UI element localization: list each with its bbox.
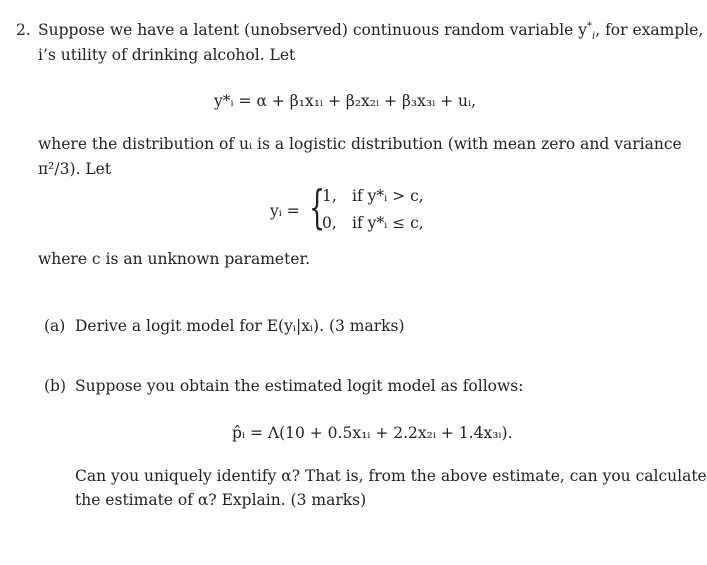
part-b-text: Suppose you obtain the estimated logit model as follows: [75, 377, 524, 395]
left-brace: { [309, 180, 326, 234]
case-2-value: 0, [322, 214, 337, 232]
estimated-logit-equation: p̂ᵢ = Λ(10 + 0.5x₁ᵢ + 2.2x₂ᵢ + 1.4x₃ᵢ). [232, 424, 513, 442]
where-c-line: where c is an unknown parameter. [38, 250, 311, 268]
latent-equation: y*ᵢ = α + β₁x₁ᵢ + β₂x₂ᵢ + β₃x₃ᵢ + uᵢ, [214, 92, 477, 110]
question-number: 2. [16, 21, 31, 39]
intro-line-2: i’s utility of drinking alcohol. Let [38, 46, 296, 64]
distribution-line-2: π²/3). Let [38, 160, 112, 178]
part-a-label: (a) [44, 317, 66, 335]
intro-line-1-text: Suppose we have a latent (unobserved) continuous random variable y [38, 21, 588, 39]
part-a-text: Derive a logit model for E(yᵢ|xᵢ). (3 marks) [75, 317, 405, 335]
case-2-condition: if y*ᵢ ≤ c, [352, 214, 424, 232]
part-b-label: (b) [44, 377, 67, 395]
intro-line-1-end: , for example, [595, 21, 704, 39]
distribution-line-1: where the distribution of uᵢ is a logistic distribution (with mean zero and variance [38, 135, 682, 153]
piecewise-lhs: yᵢ = [270, 202, 300, 220]
case-1-value: 1, [322, 187, 337, 205]
part-b-question-line-1: Can you uniquely identify α? That is, from the above estimate, can you calculate [75, 467, 707, 485]
intro-line-1: Suppose we have a latent (unobserved) continuous random variable $y^*_i$, for example, [38, 20, 704, 43]
part-b-question-line-2: the estimate of α? Explain. (3 marks) [75, 491, 367, 509]
case-1-condition: if y*ᵢ > c, [352, 187, 424, 205]
